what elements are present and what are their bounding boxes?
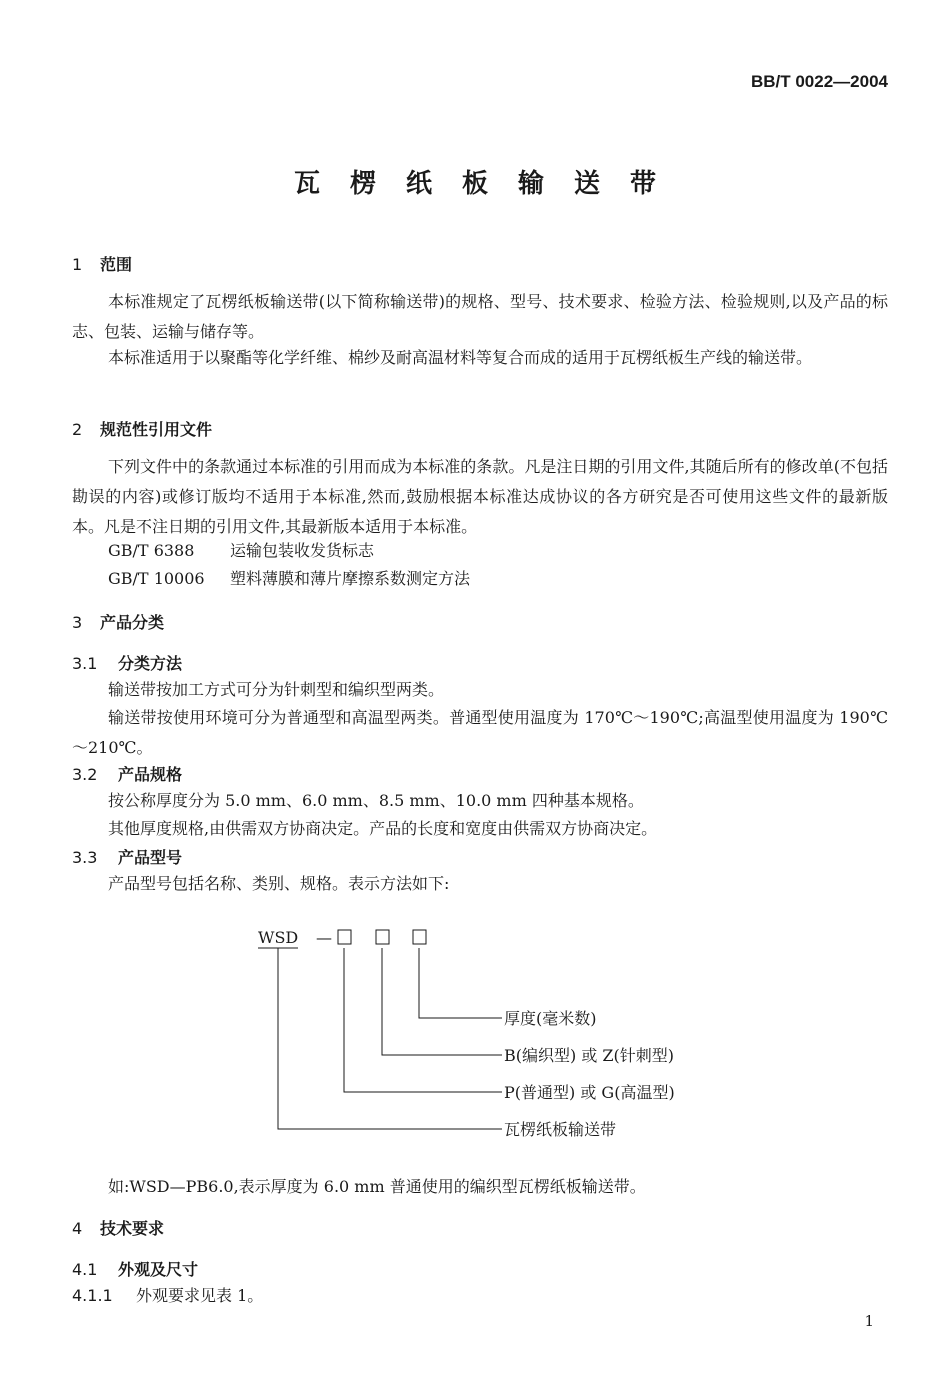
section-3-2-paragraph-2: 其他厚度规格,由供需双方协商决定。产品的长度和宽度由供需双方协商决定。 bbox=[108, 819, 658, 838]
section-number: 3 bbox=[72, 613, 83, 632]
section-title: 范围 bbox=[100, 255, 133, 274]
section-number: 1 bbox=[72, 255, 83, 274]
section-3-1-paragraph-2: 输送带按使用环境可分为普通型和高温型两类。普通型使用温度为 170℃～190℃;高温型使用温度为 190℃～210℃。 bbox=[72, 708, 888, 757]
model-designation-diagram bbox=[240, 920, 760, 1150]
section-3-2-paragraph-1: 按公称厚度分为 5.0 mm、6.0 mm、8.5 mm、10.0 mm 四种基本规格。 bbox=[108, 791, 644, 810]
leader-line-type bbox=[344, 948, 502, 1092]
section-3-2-heading bbox=[72, 762, 182, 785]
section-2-heading bbox=[72, 417, 212, 440]
section-4-heading bbox=[72, 1216, 164, 1239]
section-3-3-heading bbox=[72, 845, 182, 868]
section-title: 技术要求 bbox=[100, 1219, 165, 1238]
label-thickness: 厚度(毫米数) bbox=[504, 1009, 597, 1028]
section-title: 外观及尺寸 bbox=[118, 1260, 199, 1279]
model-code-text: WSD bbox=[258, 928, 299, 947]
section-title: 产品规格 bbox=[118, 765, 183, 784]
section-3-3-paragraph-1: 产品型号包括名称、类别、规格。表示方法如下: bbox=[108, 874, 450, 893]
section-title: 分类方法 bbox=[118, 654, 183, 673]
section-1-paragraph-2: 本标准适用于以聚酯等化学纤维、棉纱及耐高温材料等复合而成的适用于瓦楞纸板生产线的输送带。 bbox=[108, 348, 813, 367]
section-1-paragraph-1: 本标准规定了瓦楞纸板输送带(以下简称输送带)的规格、型号、技术要求、检验方法、检验规则,以及产品的标志、包装、运输与储存等。 bbox=[72, 292, 888, 341]
reference-code: GB/T 6388 bbox=[108, 541, 195, 560]
section-number: 4.1 bbox=[72, 1260, 98, 1279]
leader-line-process bbox=[382, 948, 502, 1055]
section-title: 产品型号 bbox=[118, 848, 183, 867]
section-number: 3.1 bbox=[72, 654, 98, 673]
section-number: 3.3 bbox=[72, 848, 98, 867]
section-3-heading bbox=[72, 610, 164, 633]
page-number: 1 bbox=[864, 1312, 874, 1330]
section-title: 产品分类 bbox=[100, 613, 165, 632]
label-product-name: 瓦楞纸板输送带 bbox=[504, 1120, 617, 1139]
reference-item bbox=[108, 564, 470, 594]
placeholder-box-thickness bbox=[413, 930, 426, 944]
section-number: 4 bbox=[72, 1219, 83, 1238]
section-1-heading bbox=[72, 252, 132, 275]
reference-item bbox=[108, 536, 374, 566]
document-title: 瓦楞纸板输送带 bbox=[293, 169, 686, 199]
placeholder-box-process bbox=[376, 930, 389, 944]
reference-title: 塑料薄膜和薄片摩擦系数测定方法 bbox=[230, 569, 471, 588]
placeholder-box-type bbox=[338, 930, 351, 944]
standard-code: BB/T 0022—2004 bbox=[750, 72, 888, 91]
section-4-1-heading bbox=[72, 1257, 198, 1280]
section-text: 外观要求见表 1。 bbox=[136, 1286, 264, 1305]
section-3-1-paragraph-1: 输送带按加工方式可分为针刺型和编织型两类。 bbox=[108, 680, 445, 699]
section-number: 2 bbox=[72, 420, 83, 439]
reference-title: 运输包装收发货标志 bbox=[230, 541, 375, 560]
leader-line-thickness bbox=[419, 948, 502, 1018]
leader-line-name bbox=[278, 948, 502, 1129]
section-2-paragraph-1: 下列文件中的条款通过本标准的引用而成为本标准的条款。凡是注日期的引用文件,其随后所有的修改单(不包括勘误的内容)或修订版均不适用于本标准,然而,鼓励根据本标准达成协议的各方研究是否可使用这些文件的最新版本。凡是不注日期的引用文件,其最新版本适用于本标准。 bbox=[72, 457, 888, 536]
section-title: 规范性引用文件 bbox=[100, 420, 213, 439]
model-dash-text: — bbox=[316, 928, 332, 947]
section-number: 4.1.1 bbox=[72, 1286, 113, 1305]
label-environment-type: P(普通型) 或 G(高温型) bbox=[504, 1083, 675, 1102]
section-4-1-1 bbox=[72, 1281, 263, 1311]
reference-code: GB/T 10006 bbox=[108, 569, 205, 588]
section-3-1-heading bbox=[72, 651, 182, 674]
model-example: 如:WSD—PB6.0,表示厚度为 6.0 mm 普通使用的编织型瓦楞纸板输送带。 bbox=[108, 1177, 646, 1196]
label-process-type: B(编织型) 或 Z(针刺型) bbox=[504, 1046, 675, 1065]
section-number: 3.2 bbox=[72, 765, 98, 784]
